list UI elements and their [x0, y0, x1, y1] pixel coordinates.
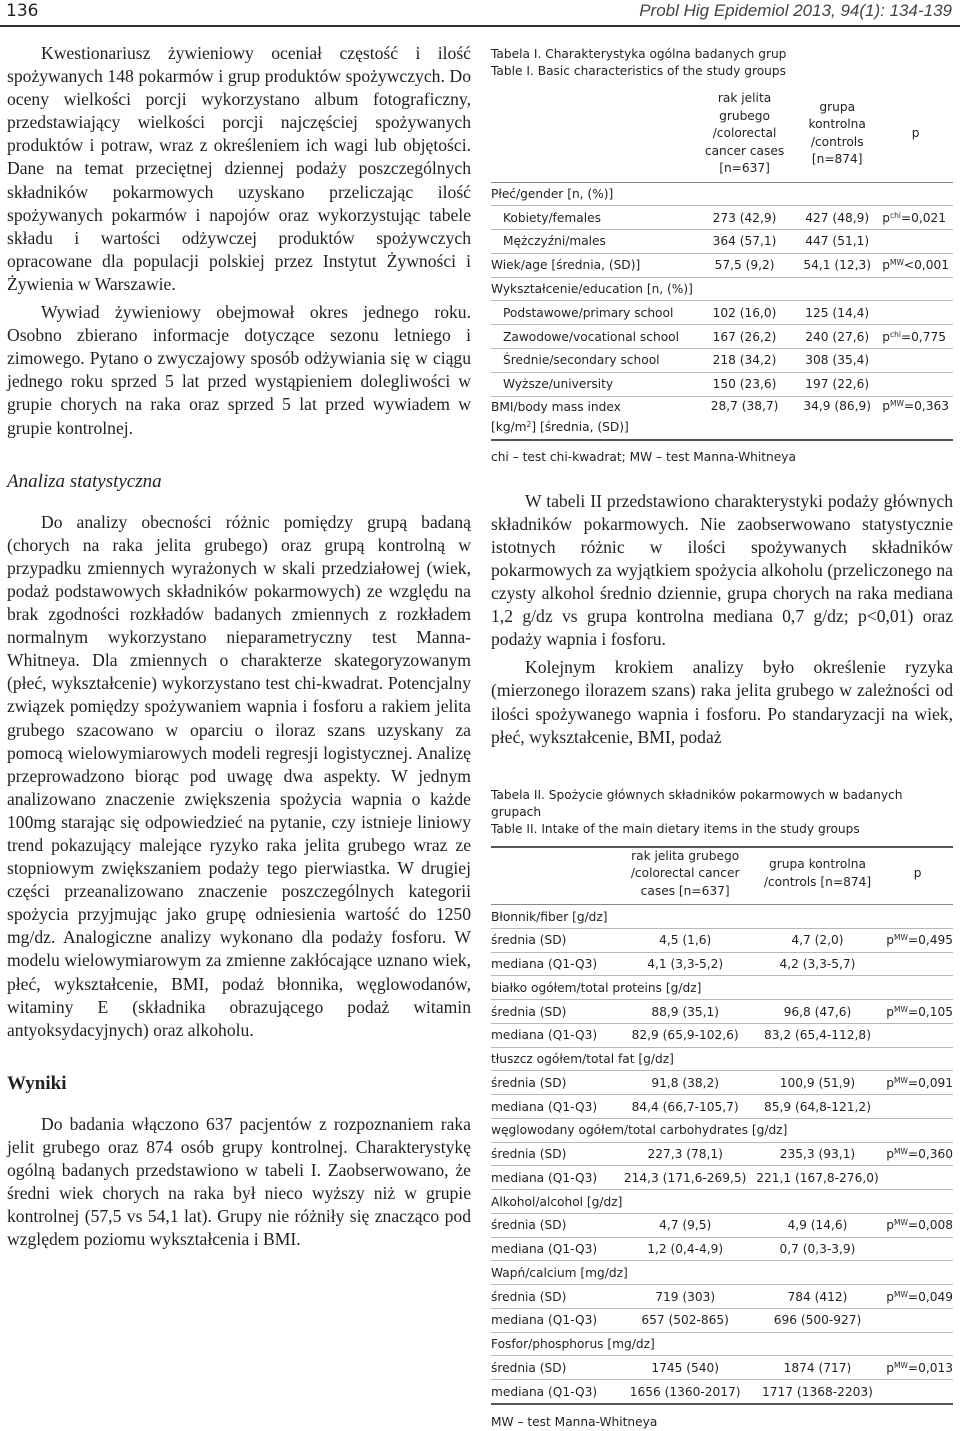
- table1-header-cases-line: cancer cases: [704, 143, 785, 158]
- table2-header-p: p: [882, 847, 953, 905]
- mean-cases: 88,9 (35,1): [618, 1000, 753, 1024]
- p-test-sup: MW: [889, 258, 904, 268]
- median-label: mediana (Q1-Q3): [491, 1095, 618, 1119]
- mean-cases: 227,3 (78,1): [618, 1142, 753, 1166]
- table2-header-controls-line: /controls [n=874]: [763, 874, 872, 889]
- table1: [491, 90, 953, 441]
- paragraph-table2-intro: W tabeli II przedstawiono charakterystyki podaży głównych składników pokarmowych. Nie zaobserwowano statystycznie istotnych różnic w ilości spożywanych składników pokarmowych za wyjątkiem spożycia alkoholu (przeliczonego na czysty alkohol średnio dziennie, grupa chorych na raka mediana 1,2 g/dz vs grupa kontrolna mediana 0,7 g/dz; p<0,01) oraz podaży wapnia i fosforu.: [491, 490, 953, 650]
- p-value: =0,091: [907, 1075, 953, 1090]
- table2-median-row: [491, 1380, 953, 1404]
- p-value: =0,013: [907, 1360, 953, 1375]
- mean-cases: 91,8 (38,2): [618, 1071, 753, 1095]
- p-value: =0,049: [907, 1289, 953, 1304]
- section-title: Fosfor/phosphorus [mg/dz]: [491, 1332, 953, 1356]
- table1-header-cases-line: /colorectal: [712, 126, 777, 140]
- table1-body: [491, 182, 953, 396]
- table2-median-row: [491, 1166, 953, 1190]
- p-test-sup: MW: [893, 1004, 908, 1014]
- p-cell: [878, 230, 953, 254]
- mean-label: średnia (SD): [491, 1071, 618, 1095]
- mean-controls: 100,9 (51,9): [753, 1071, 883, 1095]
- right-column: [491, 46, 953, 1431]
- median-p-empty: [882, 1308, 953, 1332]
- median-cases: 82,9 (65,9-102,6): [618, 1023, 753, 1047]
- mean-label: średnia (SD): [491, 1356, 618, 1380]
- table1-row: [491, 230, 953, 254]
- cases-value: 57,5 (9,2): [693, 253, 796, 277]
- table2-mean-row: [491, 1356, 953, 1380]
- p-value: =0,021: [900, 210, 947, 225]
- mean-label: średnia (SD): [491, 1142, 618, 1166]
- p-value: <0,001: [903, 258, 949, 273]
- table2-section-title-row: [491, 905, 953, 929]
- median-p-empty: [882, 1166, 953, 1190]
- table1-row: [491, 206, 953, 230]
- p-cell: [882, 1071, 953, 1095]
- median-p-empty: [882, 1095, 953, 1119]
- mean-label: średnia (SD): [491, 1000, 618, 1024]
- mean-cases: 1745 (540): [618, 1356, 753, 1380]
- median-p-empty: [882, 952, 953, 976]
- median-cases: 4,1 (3,3-5,2): [618, 952, 753, 976]
- section-title: tłuszcz ogółem/total fat [g/dz]: [491, 1047, 953, 1071]
- p-letter: p: [886, 1147, 894, 1162]
- table2-section-title-row: [491, 1261, 953, 1285]
- table2-header-empty: [491, 847, 618, 905]
- table2-header-cases: [618, 847, 753, 905]
- table1-bmi-controls: 34,9 (86,9): [796, 396, 878, 440]
- section-title: białko ogółem/total proteins [g/dz]: [491, 976, 953, 1000]
- mean-label: średnia (SD): [491, 928, 618, 952]
- table2-header-controls: [753, 847, 883, 905]
- bmi-p-value: =0,363: [903, 398, 949, 413]
- median-label: mediana (Q1-Q3): [491, 1166, 618, 1190]
- bmi-label-line2a: [kg/m: [491, 419, 527, 434]
- p-cell: [882, 1142, 953, 1166]
- p-cell: [882, 928, 953, 952]
- paragraph-results: Do badania włączono 637 pacjentów z rozpoznaniem raka jelit grubego oraz 874 osób grupy kontrolnej. Charakterystykę ogólną badanych przedstawiono w tabeli I. Zaobserwowano, że średni wiek chorych na raka był nieco wyższy niż w grupie kontrolnej (57,5 vs 54,1 lat). Grupy nie różniły się znacząco pod względem poziomu wykształcenia i BMI.: [7, 1113, 471, 1250]
- table2-mean-row: [491, 928, 953, 952]
- median-cases: 84,4 (66,7-105,7): [618, 1095, 753, 1119]
- p-value: =0,360: [907, 1147, 953, 1162]
- paragraph-interview: Wywiad żywieniowy obejmował okres jednego roku. Osobno zbierano informacje dotyczące sezonu letniego i zimowego. Pytano o zwyczajowy sposób odżywiania się w ciągu jednego roku sprzed 5 lat przed wystąpieniem dolegliwości w grupie chorych na raka oraz sprzed 5 lat przed wywiadem w grupie kontrolnej.: [7, 302, 471, 438]
- p-cell: [878, 253, 953, 277]
- table1-row: [491, 301, 953, 325]
- p-test-sup: MW: [893, 1147, 908, 1157]
- mean-label: średnia (SD): [491, 1285, 618, 1309]
- table1-header-row: [491, 90, 953, 182]
- cases-value: 150 (23,6): [693, 372, 796, 396]
- row-label: Kobiety/females: [491, 206, 693, 230]
- cases-value: [693, 277, 796, 301]
- p-test-sup: MW: [893, 933, 908, 943]
- section-title: Alkohol/alcohol [g/dz]: [491, 1190, 953, 1214]
- row-label: Podstawowe/primary school: [491, 301, 693, 325]
- p-test-sup: MW: [893, 1075, 908, 1085]
- table1-row: [491, 277, 953, 301]
- table2-section-title-row: [491, 1047, 953, 1071]
- p-test-sup: MW: [893, 1218, 908, 1228]
- controls-value: [796, 277, 878, 301]
- bmi-label-sup: 2: [526, 419, 532, 429]
- table1-header-cases-line: rak jelita grubego: [717, 91, 772, 123]
- table2-mean-row: [491, 1000, 953, 1024]
- median-label: mediana (Q1-Q3): [491, 1237, 618, 1261]
- median-p-empty: [882, 1237, 953, 1261]
- table1-bmi-cases: 28,7 (38,7): [693, 396, 796, 440]
- cases-value: 167 (26,2): [693, 325, 796, 349]
- table1-row: [491, 349, 953, 373]
- mean-cases: 719 (303): [618, 1285, 753, 1309]
- p-letter: p: [882, 210, 890, 225]
- table2-median-row: [491, 1308, 953, 1332]
- p-letter: p: [886, 1289, 894, 1304]
- p-value: =0,105: [907, 1004, 953, 1019]
- controls-value: 54,1 (12,3): [796, 253, 878, 277]
- table2-section-title-row: [491, 976, 953, 1000]
- table2: [491, 846, 953, 1405]
- p-cell: [878, 182, 953, 206]
- mean-controls: 1874 (717): [753, 1356, 883, 1380]
- table2-caption-pl: Tabela II. Spożycie głównych składników pokarmowych w badanych grupach: [491, 787, 903, 819]
- p-letter: p: [886, 1360, 894, 1375]
- p-cell: [878, 301, 953, 325]
- bmi-p-letter: p: [882, 398, 890, 413]
- p-letter: p: [886, 933, 894, 948]
- table1-header-controls: [796, 90, 878, 182]
- cases-value: 364 (57,1): [693, 230, 796, 254]
- mean-controls: 784 (412): [753, 1285, 883, 1309]
- table1-header-controls-line: [n=874]: [811, 152, 863, 167]
- controls-value: 447 (51,1): [796, 230, 878, 254]
- p-letter: p: [886, 1004, 894, 1019]
- table1-header-p: p: [878, 90, 953, 182]
- median-label: mediana (Q1-Q3): [491, 952, 618, 976]
- controls-value: 427 (48,9): [796, 206, 878, 230]
- row-label: Wykształcenie/education [n, (%)]: [491, 277, 693, 301]
- table2-header-cases-line: /colorectal cancer: [630, 866, 740, 881]
- bmi-label-line2b: ] [średnia, (SD)]: [531, 419, 629, 434]
- table2-mean-row: [491, 1071, 953, 1095]
- median-label: mediana (Q1-Q3): [491, 1380, 618, 1404]
- p-cell: [878, 325, 953, 349]
- median-controls: 696 (500-927): [753, 1308, 883, 1332]
- median-cases: 1,2 (0,4-4,9): [618, 1237, 753, 1261]
- section-title: węglowodany ogółem/total carbohydrates [g/dz]: [491, 1118, 953, 1142]
- cases-value: [693, 182, 796, 206]
- section-title: Błonnik/fiber [g/dz]: [491, 905, 953, 929]
- median-label: mediana (Q1-Q3): [491, 1308, 618, 1332]
- mean-controls: 235,3 (93,1): [753, 1142, 883, 1166]
- table1-header-empty: [491, 90, 693, 182]
- p-value: =0,008: [907, 1218, 953, 1233]
- row-label: Mężczyźni/males: [491, 230, 693, 254]
- table1-header-controls-line: grupa: [819, 99, 856, 114]
- p-test-sup: chi: [889, 329, 901, 339]
- controls-value: 308 (35,4): [796, 349, 878, 373]
- cases-value: 273 (42,9): [693, 206, 796, 230]
- p-letter: p: [886, 1218, 894, 1233]
- p-cell: [878, 372, 953, 396]
- table1-bmi-pvalue: [878, 396, 953, 440]
- table2-header-controls-line: grupa kontrolna: [769, 857, 866, 872]
- row-label: Wyższe/university: [491, 372, 693, 396]
- table1-header-controls-line: /controls: [810, 134, 864, 149]
- table2-header-cases-line: cases [n=637]: [640, 883, 730, 898]
- mean-label: średnia (SD): [491, 1213, 618, 1237]
- mean-cases: 4,5 (1,6): [618, 928, 753, 952]
- p-test-sup: chi: [889, 210, 901, 220]
- controls-value: 125 (14,4): [796, 301, 878, 325]
- table2-median-row: [491, 1237, 953, 1261]
- median-p-empty: [882, 1023, 953, 1047]
- cases-value: 102 (16,0): [693, 301, 796, 325]
- bmi-label-line1: BMI/body mass index: [491, 399, 621, 414]
- p-cell: [878, 349, 953, 373]
- table1-row: [491, 253, 953, 277]
- table1-note: chi – test chi-kwadrat; MW – test Manna-Whitneya: [491, 449, 796, 464]
- paragraph-risk-analysis: Kolejnym krokiem analizy było określenie ryzyka (mierzonego ilorazem szans) raka jelita grubego w zależności od ilości spożywanego wapnia i fosforu. Po standaryzacji na wiek, płeć, wykształcenie, BMI, podaż: [491, 657, 953, 747]
- p-letter: p: [886, 1075, 894, 1090]
- median-controls: 83,2 (65,4-112,8): [753, 1023, 883, 1047]
- p-letter: p: [882, 258, 890, 273]
- paragraph-questionnaire: Kwestionariusz żywieniowy oceniał częstość i ilość spożywanych 148 pokarmów i grup produktów spożywczych. Do oceny wielkości porcji wykorzystano album fotograficzny, przedstawiający wielkości porcji najczęściej spożywanych produktów i potraw, wraz z określeniem ich wagi lub objętości. Dane na temat przeciętnej dziennej podaży poszczególnych składników pokarmowych uzyskano przeliczając ilość spożywanych pokarmów i napojów oraz wykorzystując tabele składu i wartości odżywczej produktów spożywczych opracowane dla populacji polskiej przez Instytut Żywności i Żywienia w Warszawie.: [7, 43, 471, 294]
- median-controls: 4,2 (3,3-5,7): [753, 952, 883, 976]
- p-cell: [882, 1285, 953, 1309]
- page-header: [0, 0, 960, 24]
- p-test-sup: MW: [893, 1289, 908, 1299]
- right-text: [491, 490, 953, 749]
- table1-caption-en: Table I. Basic characteristics of the study groups: [491, 64, 786, 78]
- p-cell: [882, 1213, 953, 1237]
- mean-controls: 4,9 (14,6): [753, 1213, 883, 1237]
- table2-header-row: [491, 847, 953, 905]
- row-label: Płeć/gender [n, (%)]: [491, 182, 693, 206]
- median-label: mediana (Q1-Q3): [491, 1023, 618, 1047]
- row-label: Zawodowe/vocational school: [491, 325, 693, 349]
- mean-controls: 4,7 (2,0): [753, 928, 883, 952]
- heading-results: Wyniki: [7, 1072, 67, 1094]
- table1-header-cases: [693, 90, 796, 182]
- median-controls: 1717 (1368-2203): [753, 1380, 883, 1404]
- table2-mean-row: [491, 1213, 953, 1237]
- table2-mean-row: [491, 1142, 953, 1166]
- p-cell: [878, 277, 953, 301]
- table1-header-cases-line: [n=637]: [719, 161, 770, 175]
- controls-value: 240 (27,6): [796, 325, 878, 349]
- row-label: Średnie/secondary school: [491, 349, 693, 373]
- table2-note: MW – test Manna-Whitneya: [491, 1414, 658, 1429]
- median-controls: 221,1 (167,8-276,0): [753, 1166, 883, 1190]
- heading-statistical-analysis: Analiza statystyczna: [7, 470, 162, 492]
- table2-median-row: [491, 1023, 953, 1047]
- p-cell: [878, 206, 953, 230]
- table2-median-row: [491, 1095, 953, 1119]
- row-label: Wiek/age [średnia, (SD)]: [491, 253, 693, 277]
- p-cell: [882, 1356, 953, 1380]
- table2-median-row: [491, 952, 953, 976]
- table1-row-bmi: [491, 396, 953, 440]
- table1-row: [491, 182, 953, 206]
- header-rule: [0, 25, 960, 27]
- table1-bmi-label: [491, 396, 693, 440]
- median-cases: 657 (502-865): [618, 1308, 753, 1332]
- p-test-sup: MW: [893, 1360, 908, 1370]
- table2-section-title-row: [491, 1190, 953, 1214]
- table2-caption-en: Table II. Intake of the main dietary items in the study groups: [491, 821, 860, 836]
- median-p-empty: [882, 1380, 953, 1404]
- mean-controls: 96,8 (47,6): [753, 1000, 883, 1024]
- table2-body: [491, 905, 953, 1404]
- table1-header-controls-line: kontrolna: [808, 117, 866, 132]
- table1-row: [491, 325, 953, 349]
- controls-value: 197 (22,6): [796, 372, 878, 396]
- table1-caption-pl: Tabela I. Charakterystyka ogólna badanych grup: [491, 47, 787, 61]
- p-letter: p: [882, 329, 890, 344]
- cases-value: 218 (34,2): [693, 349, 796, 373]
- journal-citation: Probl Hig Epidemiol 2013, 94(1): 134-139: [639, 1, 952, 20]
- p-value: =0,495: [907, 933, 953, 948]
- table1-row: [491, 372, 953, 396]
- median-controls: 0,7 (0,3-3,9): [753, 1237, 883, 1261]
- paragraph-statistics: Do analizy obecności różnic pomiędzy grupą badaną (chorych na raka jelita grubego) oraz grupą kontrolną w przypadku zmiennych wyrażonych w skali przedziałowej (wiek, podaż podstawowych składników pokarmowych) ze względu na brak zgodności rozkładów badanych zmiennych z rozkładem normalnym wykorzystano nieparametryczny test Manna-Whitneya. Dla zmiennych o charakterze skategoryzowanym (płeć, wykształcenie) wykorzystano test chi-kwadrat. Potencjalny związek pomiędzy spożywaniem wapnia i fosforu a rakiem jelita grubego szacowano w oparciu o iloraz szans uzyskany za pomocą wielowymiarowych modeli regresji logistycznej. Analizę przeprowadzono biorąc pod uwagę dwa aspekty. W jednym analizowano znaczenie zwiększenia spożycia wapnia o każde 100mg starając się odpowiedzieć na pytanie, czy istnieje liniowy trend pokazujący malejące ryzyko raka jelita grubego wraz ze stopniowym zwiększaniem podaży tego pierwiastka. W drugiej części przeanalizowano znaczenie poszczególnych kategorii spożycia przyjmując jako grupę odniesienia wartość do 1250 mg/dz. Analogiczne analizy wykonano dla podaży fosforu. W modelu wielowymiarowym za zmienne zakłócające uznano wiek, płeć, wykształcenie, BMI, podaż błonnika, węglowodanów, witaminy E (składnika obrazującego podaż witamin antyoksydacyjnych) oraz alkoholu.: [7, 511, 471, 1040]
- left-column: [7, 42, 471, 1252]
- controls-value: [796, 182, 878, 206]
- median-controls: 85,9 (64,8-121,2): [753, 1095, 883, 1119]
- table2-section-title-row: [491, 1332, 953, 1356]
- median-cases: 214,3 (171,6-269,5): [618, 1166, 753, 1190]
- table2-header-cases-line: rak jelita grubego: [631, 848, 740, 863]
- table2-section-title-row: [491, 1118, 953, 1142]
- p-cell: [882, 1000, 953, 1024]
- section-title: Wapń/calcium [mg/dz]: [491, 1261, 953, 1285]
- median-cases: 1656 (1360-2017): [618, 1380, 753, 1404]
- bmi-p-sup: MW: [889, 398, 904, 408]
- page-number: 136: [6, 1, 39, 21]
- table2-mean-row: [491, 1285, 953, 1309]
- p-value: =0,775: [900, 329, 947, 344]
- mean-cases: 4,7 (9,5): [618, 1213, 753, 1237]
